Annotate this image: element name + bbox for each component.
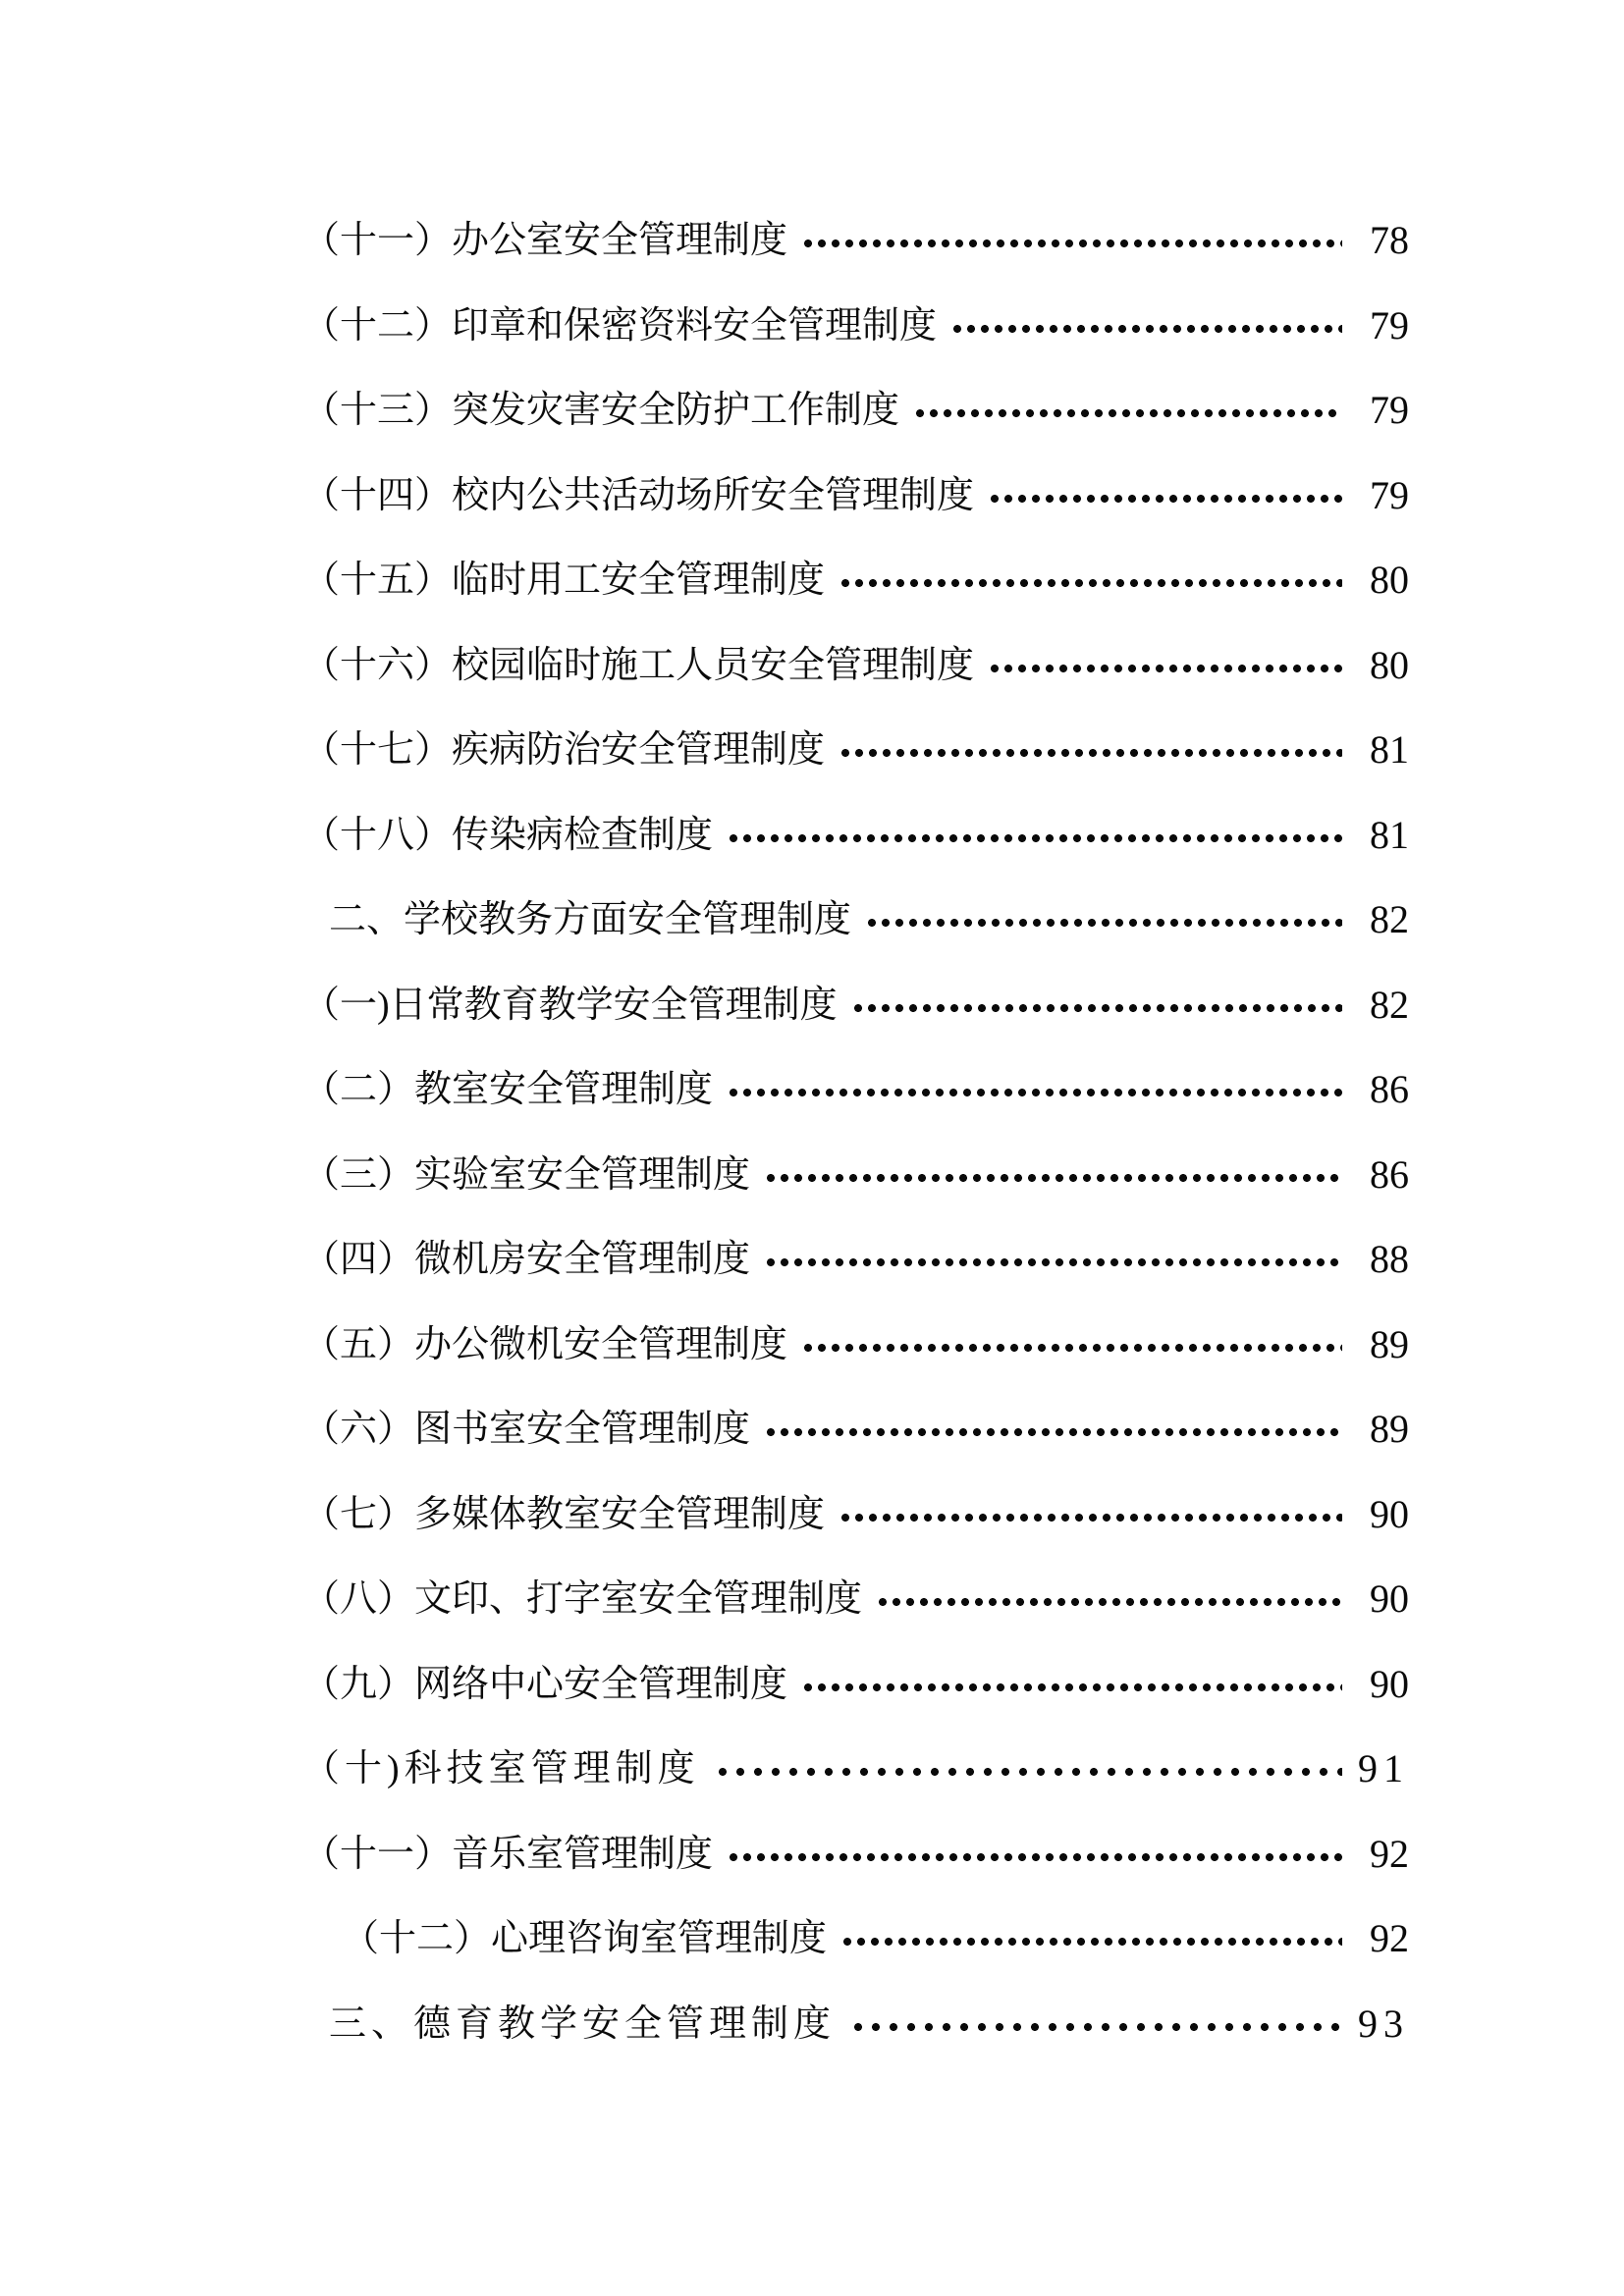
toc-entry-label: 三、德育教学安全管理制度 [329, 2002, 837, 2045]
toc-entry-label: （十五）临时用工安全管理制度 [302, 560, 826, 602]
toc-entry-page: 89 [1370, 1321, 1409, 1366]
toc-entry-page: 91 [1358, 1746, 1409, 1791]
toc-entry [0, 284, 1624, 369]
dot-leader [801, 1683, 1342, 1691]
toc-entry-label: （一)日常教育教学安全管理制度 [302, 984, 838, 1026]
toc-entry-page: 90 [1370, 1576, 1409, 1622]
toc-entry-label: （十七）疾病防治安全管理制度 [302, 729, 826, 772]
toc-entry-page: 82 [1370, 982, 1409, 1027]
toc-entry [0, 1727, 1624, 1812]
dot-leader [764, 1174, 1342, 1182]
dot-leader [727, 1089, 1342, 1096]
toc-entry-page: 80 [1370, 642, 1409, 687]
table-of-contents [0, 198, 1624, 2066]
dot-leader [839, 749, 1342, 757]
toc-entry-page: 79 [1370, 472, 1409, 517]
toc-entry-page: 89 [1370, 1407, 1409, 1452]
toc-entry-page: 81 [1370, 727, 1409, 773]
toc-entry-label: （十二）心理咨询室管理制度 [342, 1918, 828, 1960]
dot-leader [840, 1938, 1342, 1946]
toc-entry-page: 88 [1370, 1237, 1409, 1282]
dot-leader [876, 1598, 1342, 1606]
toc-entry-label: （四）微机房安全管理制度 [302, 1239, 751, 1281]
toc-entry [0, 1982, 1624, 2067]
toc-entry-page: 90 [1370, 1661, 1409, 1706]
toc-entry [0, 1303, 1624, 1388]
toc-entry-label: 二、学校教务方面安全管理制度 [329, 899, 852, 941]
toc-entry [0, 793, 1624, 879]
toc-entry-label: （三）实验室安全管理制度 [302, 1153, 751, 1196]
toc-entry-label: （十)科技室管理制度 [302, 1748, 700, 1790]
toc-entry [0, 1557, 1624, 1642]
toc-entry-label: （九）网络中心安全管理制度 [302, 1663, 788, 1705]
toc-entry-label: （十二）印章和保密资料安全管理制度 [302, 304, 938, 347]
dot-leader [839, 1514, 1342, 1522]
toc-entry [0, 368, 1624, 454]
toc-entry [0, 538, 1624, 623]
dot-leader [865, 919, 1342, 927]
dot-leader [801, 1344, 1342, 1352]
toc-entry-label: （五）办公微机安全管理制度 [302, 1323, 788, 1365]
dot-leader [913, 409, 1342, 417]
toc-entry-label: （十六）校园临时施工人员安全管理制度 [302, 644, 975, 686]
toc-entry [0, 1217, 1624, 1303]
toc-entry-label: （八）文印、打字室安全管理制度 [302, 1578, 863, 1621]
toc-entry [0, 623, 1624, 709]
toc-entry-page: 92 [1370, 1916, 1409, 1961]
dot-leader [727, 1853, 1342, 1861]
toc-entry-page: 79 [1370, 388, 1409, 433]
toc-entry [0, 1472, 1624, 1558]
toc-entry [0, 1133, 1624, 1218]
toc-entry [0, 878, 1624, 963]
toc-entry-label: （十四）校内公共活动场所安全管理制度 [302, 474, 975, 516]
toc-entry-label: （十八）传染病检查制度 [302, 814, 714, 856]
toc-entry [0, 1642, 1624, 1728]
toc-entry [0, 1812, 1624, 1897]
toc-entry-page: 90 [1370, 1491, 1409, 1536]
toc-entry-label: （二）教室安全管理制度 [302, 1069, 714, 1111]
toc-entry-page: 86 [1370, 1151, 1409, 1197]
toc-entry [0, 1047, 1624, 1133]
dot-leader [851, 1004, 1342, 1012]
dot-leader [849, 2023, 1342, 2031]
dot-leader [764, 1258, 1342, 1266]
toc-entry [0, 454, 1624, 539]
dot-leader [714, 1768, 1342, 1776]
dot-leader [727, 834, 1342, 842]
dot-leader [801, 240, 1342, 247]
toc-entry [0, 963, 1624, 1048]
dot-leader [988, 495, 1342, 503]
toc-entry [0, 708, 1624, 793]
toc-entry-page: 79 [1370, 302, 1409, 347]
toc-entry-label: （十三）突发灾害安全防护工作制度 [302, 390, 900, 432]
dot-leader [764, 1428, 1342, 1436]
toc-entry [0, 198, 1624, 284]
toc-entry-label: （十一）音乐室管理制度 [302, 1833, 714, 1875]
toc-entry-page: 81 [1370, 812, 1409, 857]
toc-entry-label: （六）图书室安全管理制度 [302, 1409, 751, 1451]
toc-entry-page: 93 [1358, 2001, 1409, 2046]
toc-entry-label: （十一）办公室安全管理制度 [302, 220, 788, 262]
toc-entry [0, 1387, 1624, 1472]
dot-leader [988, 665, 1342, 672]
toc-entry-page: 86 [1370, 1067, 1409, 1112]
toc-entry-page: 82 [1370, 897, 1409, 942]
toc-entry-page: 78 [1370, 218, 1409, 263]
toc-entry [0, 1896, 1624, 1982]
toc-entry-page: 92 [1370, 1831, 1409, 1876]
dot-leader [950, 325, 1342, 333]
toc-entry-label: （七）多媒体教室安全管理制度 [302, 1493, 826, 1535]
toc-entry-page: 80 [1370, 558, 1409, 603]
dot-leader [839, 579, 1342, 587]
